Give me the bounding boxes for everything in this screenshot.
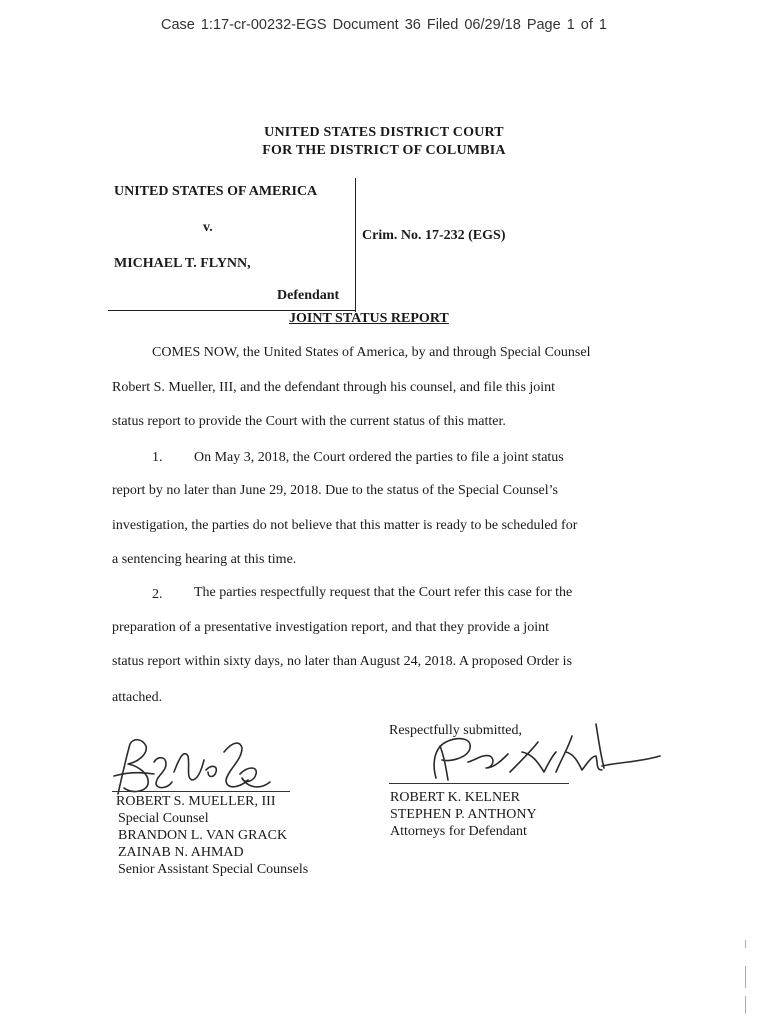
intro-line: Robert S. Mueller, III, and the defendant through his counsel, and file this joint — [112, 380, 556, 395]
paragraph-2-line: The parties respectfully request that the Court refer this case for the — [194, 585, 573, 600]
paragraph-2-line: status report within sixty days, no later than August 24, 2018. A proposed Order is — [112, 654, 573, 669]
caption-case-number: Crim. No. 17-232 (EGS) — [362, 228, 506, 243]
case-header: Case 1:17-cr-00232-EGS Document 36 Filed 06/29/18 Page 1 of 1 — [160, 17, 607, 33]
paragraph-2-line: attached. — [112, 690, 163, 705]
signer-left-line: Senior Assistant Special Counsels — [118, 862, 309, 877]
closing-text: Respectfully submitted, — [389, 723, 522, 738]
intro-line: COMES NOW, the United States of America, by and through Special Counsel — [152, 345, 591, 360]
signer-left-line: ZAINAB N. AHMAD — [118, 845, 244, 860]
signer-left-line: Special Counsel — [118, 811, 209, 826]
signature-kelner-icon — [420, 716, 670, 790]
scan-mark — [745, 996, 746, 1014]
court-name-line2: FOR THE DISTRICT OF COLUMBIA — [262, 143, 506, 158]
scan-mark — [745, 966, 746, 988]
paragraph-1-line: On May 3, 2018, the Court ordered the parties to file a joint status — [194, 450, 564, 465]
signer-left-line: BRANDON L. VAN GRACK — [118, 828, 288, 843]
paragraph-2-line: preparation of a presentative investigation report, and that they provide a joint — [112, 620, 549, 635]
signer-right-line: Attorneys for Defendant — [390, 824, 527, 839]
caption-defendant-name: MICHAEL T. FLYNN, — [114, 256, 251, 271]
paragraph-1-line: report by no later than June 29, 2018. Due to the status of the Special Counsel’s — [112, 483, 558, 498]
paragraph-1-line: a sentencing hearing at this time. — [112, 552, 297, 567]
caption-vertical-rule — [355, 178, 356, 312]
signer-right-line: ROBERT K. KELNER — [390, 790, 520, 805]
signature-mueller-icon — [108, 732, 278, 800]
intro-line: status report to provide the Court with the current status of this matter. — [112, 414, 506, 429]
signer-right-line: STEPHEN P. ANTHONY — [390, 807, 537, 822]
caption-versus: v. — [203, 220, 213, 235]
signature-line-left — [112, 791, 290, 792]
paragraph-2-number: 2. — [152, 587, 163, 602]
court-name-line1: UNITED STATES DISTRICT COURT — [264, 125, 504, 140]
caption-plaintiff: UNITED STATES OF AMERICA — [114, 184, 318, 199]
caption-defendant-label: Defendant — [277, 288, 340, 303]
signature-line-right — [389, 783, 569, 784]
document-title: JOINT STATUS REPORT — [289, 311, 449, 326]
scan-mark — [745, 940, 746, 948]
signer-left-line: ROBERT S. MUELLER, III — [116, 794, 276, 809]
paragraph-1-number: 1. — [152, 450, 163, 465]
paragraph-1-line: investigation, the parties do not believe that this matter is ready to be scheduled for — [112, 518, 578, 533]
